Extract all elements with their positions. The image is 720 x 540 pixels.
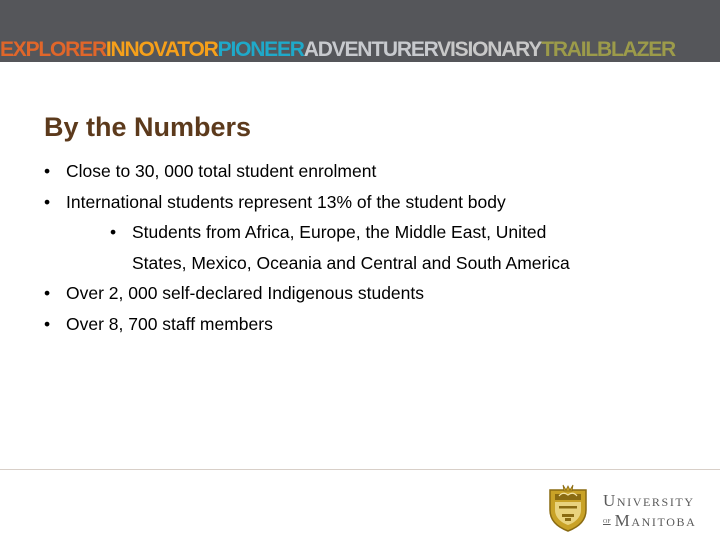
bullet-text: Close to 30, 000 total student enrolment [66, 161, 377, 181]
bullet-item [44, 309, 684, 340]
logo-line2: Manitoba [614, 511, 697, 530]
banner-word-pioneer: PIONEER [217, 38, 304, 61]
bullet-text: Over 8, 700 staff members [66, 313, 273, 334]
bullet-marker: • [44, 191, 51, 212]
bullet-marker: • [44, 313, 51, 334]
bullet-marker: • [110, 222, 117, 242]
bullet-text: Over 2, 000 self-declared Indigenous students [66, 283, 424, 303]
banner-tagline [0, 38, 675, 62]
bullet-item [44, 187, 684, 218]
logo-of: of [603, 516, 611, 525]
banner-word-trailblazer: TRAILBLAZER [541, 38, 675, 61]
slide-title: By the Numbers [44, 112, 252, 142]
bullet-item [44, 156, 684, 187]
banner-word-explorer: EXPLORER [0, 38, 106, 61]
logo-manitoba [603, 511, 696, 531]
sub-bullet-item [110, 217, 572, 278]
sub-bullet-text: Students from Africa, Europe, the Middle East, United States, Mexico, Oceania and Central and South America [132, 222, 570, 273]
banner-word-adventurer: ADVENTURER [303, 38, 438, 61]
header-banner [0, 0, 720, 62]
bullet-marker: • [44, 283, 51, 303]
footer-divider [0, 469, 720, 470]
bullet-list [44, 156, 684, 339]
banner-word-innovator: INNOVATOR [105, 38, 218, 61]
banner-word-visionary: VISIONARY [437, 38, 542, 61]
university-crest-icon [547, 484, 589, 532]
bullet-item [44, 278, 684, 309]
bullet-text: International students represent 13% of the student body [66, 191, 506, 212]
logo-university [603, 491, 695, 511]
logo-line1: University [603, 491, 695, 510]
bullet-marker: • [44, 161, 51, 181]
